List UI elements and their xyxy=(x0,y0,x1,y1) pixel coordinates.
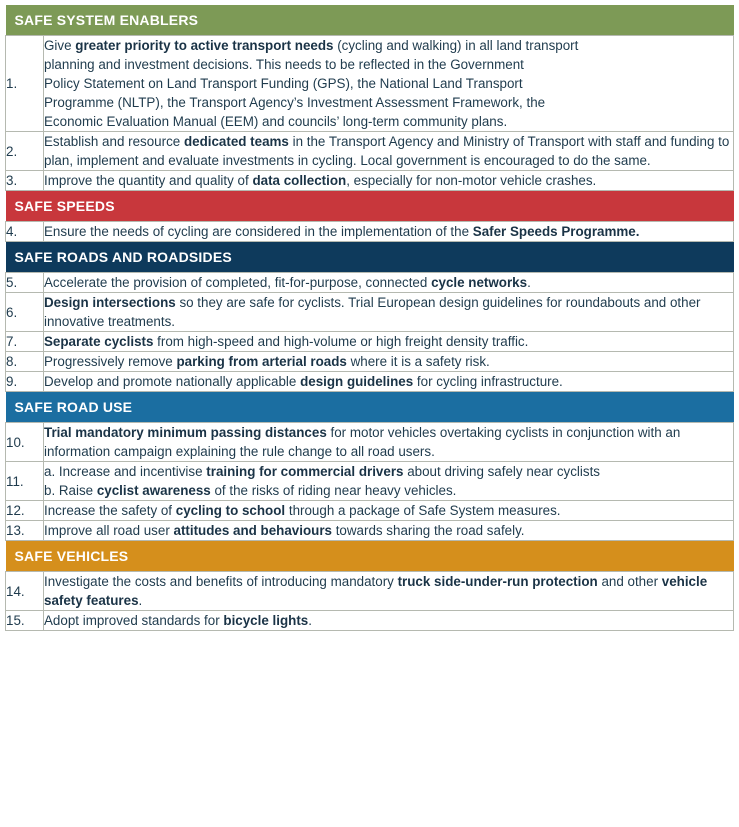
recommendation-row xyxy=(6,462,734,501)
body-text: so they are safe for cyclists. Trial European design guidelines for roundabouts and other innovative treatments. xyxy=(44,295,701,329)
body-text: Accelerate the provision of completed, fit-for-purpose, connected xyxy=(44,275,432,290)
recommendation-text xyxy=(44,273,734,293)
recommendation-text xyxy=(44,521,734,541)
recommendation-text xyxy=(44,293,734,332)
recommendation-text xyxy=(44,462,734,501)
recommendation-text xyxy=(44,352,734,372)
emphasis-text: cycling to school xyxy=(175,503,286,518)
body-text: (cycling and walking) in all land transport xyxy=(333,38,579,53)
body-text: about driving safely near cyclists xyxy=(403,464,600,479)
body-text: Establish and resource xyxy=(44,134,184,149)
recommendation-text xyxy=(44,36,734,132)
emphasis-text: data collection xyxy=(252,173,347,188)
body-text: . xyxy=(527,275,531,290)
body-text: through a package of Safe System measures. xyxy=(285,503,561,518)
recommendation-row xyxy=(6,572,734,611)
emphasis-text: truck side-under-run protection xyxy=(397,574,598,589)
recommendation-text xyxy=(44,611,734,631)
recommendation-text xyxy=(44,423,734,462)
recommendation-number: 13. xyxy=(6,521,44,541)
body-text: Policy Statement on Land Transport Funding (GPS), the National Land Transport xyxy=(44,76,523,91)
body-text: Progressively remove xyxy=(44,354,177,369)
body-text: Give xyxy=(44,38,76,53)
recommendation-number: 12. xyxy=(6,501,44,521)
emphasis-text: design guidelines xyxy=(300,374,414,389)
body-text: planning and investment decisions. This needs to be reflected in the Government xyxy=(44,57,524,72)
recommendation-number: 5. xyxy=(6,273,44,293)
recommendation-text xyxy=(44,171,734,191)
body-text: . xyxy=(308,613,312,628)
section-title: SAFE SPEEDS xyxy=(6,191,734,222)
emphasis-text: greater priority to active transport needs xyxy=(75,38,334,53)
emphasis-text: Design intersections xyxy=(44,295,176,310)
body-text: Improve all road user xyxy=(44,523,174,538)
body-text: . xyxy=(138,593,143,608)
recommendation-text xyxy=(44,132,734,171)
recommendation-number: 15. xyxy=(6,611,44,631)
recommendation-row xyxy=(6,293,734,332)
recommendation-row xyxy=(6,372,734,392)
recommendation-number: 1. xyxy=(6,36,44,132)
body-text: and other xyxy=(597,574,662,589)
recommendation-row xyxy=(6,332,734,352)
emphasis-text: bicycle lights xyxy=(223,613,309,628)
recommendation-text xyxy=(44,572,734,611)
body-text: Develop and promote nationally applicable xyxy=(44,374,301,389)
section-header xyxy=(6,392,734,423)
emphasis-text: cycle networks xyxy=(431,275,528,290)
body-text: b. Raise xyxy=(44,483,97,498)
recommendation-row xyxy=(6,132,734,171)
body-text: Ensure the needs of cycling are considered in the implementation of the xyxy=(44,224,473,239)
recommendation-text xyxy=(44,222,734,242)
emphasis-text: attitudes and behaviours xyxy=(173,523,332,538)
recommendation-row xyxy=(6,521,734,541)
recommendation-number: 14. xyxy=(6,572,44,611)
emphasis-text: Trial mandatory minimum passing distances xyxy=(44,425,327,440)
recommendation-row xyxy=(6,352,734,372)
recommendation-number: 2. xyxy=(6,132,44,171)
body-text: towards sharing the road safely. xyxy=(331,523,525,538)
section-header xyxy=(6,5,734,36)
section-title: SAFE SYSTEM ENABLERS xyxy=(6,5,734,36)
section-header xyxy=(6,191,734,222)
recommendation-row xyxy=(6,501,734,521)
body-text: for motor vehicles overtaking cyclists in conjunction with an information campaign explaining the rule change to all road users. xyxy=(44,425,681,459)
emphasis-text: Separate cyclists xyxy=(44,334,154,349)
emphasis-text: cyclist awareness xyxy=(96,483,211,498)
recommendation-row xyxy=(6,222,734,242)
body-text: Improve the quantity and quality of xyxy=(44,173,253,188)
body-text: Increase the safety of xyxy=(44,503,176,518)
body-text: where it is a safety risk. xyxy=(346,354,490,369)
body-text: of the risks of riding near heavy vehicles. xyxy=(210,483,457,498)
body-text: , especially for non-motor vehicle crashes. xyxy=(346,173,597,188)
body-text: for cycling infrastructure. xyxy=(413,374,563,389)
recommendation-number: 11. xyxy=(6,462,44,501)
recommendation-number: 6. xyxy=(6,293,44,332)
body-text: Economic Evaluation Manual (EEM) and councils’ long-term community plans. xyxy=(44,114,508,129)
recommendation-text xyxy=(44,332,734,352)
body-text: Programme (NLTP), the Transport Agency’s Investment Assessment Framework, the xyxy=(44,95,546,110)
body-text: from high-speed and high-volume or high freight density traffic. xyxy=(153,334,529,349)
section-title: SAFE ROADS AND ROADSIDES xyxy=(6,242,734,273)
section-title: SAFE ROAD USE xyxy=(6,392,734,423)
emphasis-text: parking from arterial roads xyxy=(176,354,347,369)
recommendation-row xyxy=(6,423,734,462)
recommendation-row xyxy=(6,171,734,191)
recommendation-row xyxy=(6,273,734,293)
recommendation-number: 4. xyxy=(6,222,44,242)
recommendation-row xyxy=(6,611,734,631)
recommendations-table xyxy=(5,5,734,631)
body-text: Adopt improved standards for xyxy=(44,613,224,628)
emphasis-text: Safer Speeds Programme. xyxy=(472,224,640,239)
recommendation-number: 7. xyxy=(6,332,44,352)
section-title: SAFE VEHICLES xyxy=(6,541,734,572)
section-header xyxy=(6,541,734,572)
body-text: in the Transport Agency and Ministry of Transport with staff and funding to plan, implement and evaluate investments in cycling. Local government is encouraged to do the same. xyxy=(44,134,730,168)
recommendation-number: 8. xyxy=(6,352,44,372)
recommendation-row xyxy=(6,36,734,132)
body-text: a. Increase and incentivise xyxy=(44,464,207,479)
recommendation-number: 3. xyxy=(6,171,44,191)
recommendation-text xyxy=(44,501,734,521)
recommendation-number: 10. xyxy=(6,423,44,462)
emphasis-text: dedicated teams xyxy=(183,134,289,149)
emphasis-text: training for commercial drivers xyxy=(206,464,404,479)
recommendation-number: 9. xyxy=(6,372,44,392)
recommendation-text xyxy=(44,372,734,392)
section-header xyxy=(6,242,734,273)
body-text: Investigate the costs and benefits of introducing mandatory xyxy=(44,574,398,589)
emphasis-text: vehicle safety features xyxy=(44,574,708,608)
